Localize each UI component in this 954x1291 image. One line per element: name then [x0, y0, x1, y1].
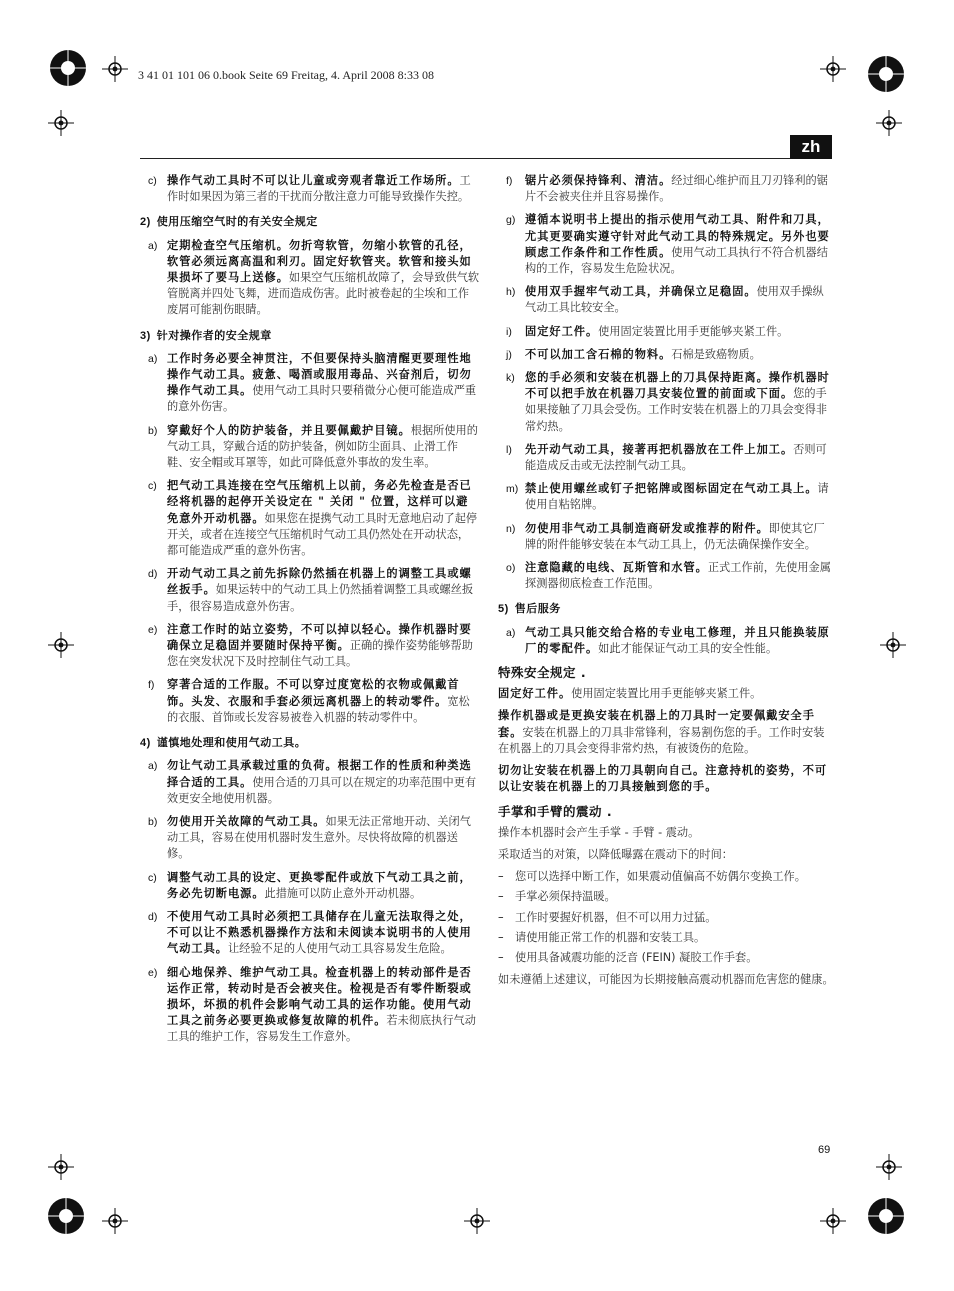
list-item: o) 注意隐藏的电线、瓦斯管和水管。正式工作前，先使用金属探测器彻底检查工作范围。 [506, 561, 831, 591]
list-item: n) 勿使用非气动工具制造商研发或推荐的附件。即使其它厂牌的附件能够安装在本气动工具上，仍无法确保操作安全。 [506, 521, 825, 551]
list-item: e) 注意工作时的站立姿势，不可以掉以轻心。操作机器时要确保立足稳固并要随时保持平衡。正确的操作姿势能够帮助您在突发状况下及时控制住气动工具。 [148, 622, 473, 669]
list-item: e) 细心地保养、维护气动工具。检查机器上的转动部件是否运作正常，转动时是否会被夹住。检视是否有零件断裂或损坏，坏损的机件会影响气动工具的运作功能。使用气动工具之前务必要更换或修复故障的机件。若未彻底执行气动工具的维护工作，容易发生工作意外。 [148, 965, 476, 1044]
section-heading: 4) 谨慎地处理和使用气动工具。 [140, 736, 307, 750]
crosshair-icon [820, 1208, 846, 1234]
list-item: – 您可以选择中断工作，如果震动值偏高不妨偶尔变换工作。 [498, 870, 806, 884]
registration-mark-icon [866, 54, 906, 94]
crosshair-icon [102, 56, 128, 82]
list-item: i) 固定好工件。使用固定装置比用手更能够夹紧工件。 [506, 324, 789, 338]
registration-mark-icon [866, 1196, 906, 1236]
crosshair-icon [876, 110, 902, 136]
list-item: – 工作时要握好机器，但不可以用力过猛。 [498, 910, 717, 924]
list-item: b) 穿戴好个人的防护装备，并且要佩戴护目镜。根据所使用的气动工具，穿戴合适的防护装备，例如防尘面具、止滑工作鞋、安全帽或耳罩等，如此可降低意外事故的发生率。 [148, 423, 478, 470]
right-column [498, 173, 834, 994]
list-item: c) 调整气动工具的设定、更换零配件或放下气动工具之前，务必先切断电源。此措施可以防止意外开动机器。 [148, 870, 472, 900]
list-item: d) 开动气动工具之前先拆除仍然插在机器上的调整工具或螺丝扳手。如果运转中的气动工具上仍然插着调整工具或螺丝扳手，很容易造成意外伤害。 [148, 567, 474, 613]
left-column [140, 173, 480, 1053]
paragraph: 如未遵循上述建议，可能因为长期接触高震动机器而危害您的健康。 [498, 973, 834, 987]
crosshair-icon [880, 632, 906, 658]
crosshair-icon [464, 1208, 490, 1234]
list-item: – 手掌必须保持温暖。 [498, 890, 616, 904]
list-item: l) 先开动气动工具，接著再把机器放在工件上加工。否则可能造成反击或无法控制气动工具。 [506, 442, 827, 473]
paragraph: 操作机器或是更换安装在机器上的刀具时一定要佩戴安全手套。安装在机器上的刀具非常锋利，容易割伤您的手。工作时安装在机器上的刀具会变得非常灼热，有被烫伤的危险。 [498, 709, 825, 755]
language-tab: zh [790, 135, 832, 159]
paragraph: 切勿让安装在机器上的刀具朝向自己。注意持机的姿势，不可以让安装在机器上的刀具接触到您的手。 [498, 764, 828, 794]
crosshair-icon [48, 632, 74, 658]
registration-mark-icon [48, 48, 88, 88]
list-item: b) 勿使用开关故障的气动工具。如果无法正常地开动、关闭气动工具，容易在使用机器时发生意外。尽快将故障的机器送修。 [148, 814, 471, 861]
section-heading: 3) 针对操作者的安全规章 [140, 328, 272, 342]
crosshair-icon [876, 1154, 902, 1180]
list-item: a) 气动工具只能交给合格的专业电工修理，并且只能换装原厂的零配件。如此才能保证气动工具的安全性能。 [506, 625, 830, 655]
list-item: h) 使用双手握牢气动工具，并确保立足稳固。使用双手操纵气动工具比较安全。 [506, 285, 824, 315]
vibration-heading: 手掌和手臂的震动 . [498, 803, 613, 819]
crosshair-icon [102, 1208, 128, 1234]
list-item: c) 操作气动工具时不可以让儿童或旁观者靠近工作场所。工作时如果因为第三者的干扰而分散注意力可能导致操作失控。 [148, 174, 471, 204]
list-item: f) 穿著合适的工作服。不可以穿过度宽松的衣物或佩戴首饰。头发、衣服和手套必须远离机器上的转动零件。宽松的衣服、首饰或长发容易被卷入机器的转动零件中。 [148, 678, 470, 724]
special-rules-heading: 特殊安全规定 . [498, 665, 587, 681]
paragraph: 操作本机器时会产生手掌 - 手臂 - 震动。 [498, 825, 700, 839]
page-number: 69 [818, 1144, 831, 1156]
crosshair-icon [820, 56, 846, 82]
paragraph: 采取适当的对策，以降低曝露在震动下的时间： [498, 847, 733, 861]
list-item: d) 不使用气动工具时必须把工具储存在儿童无法取得之处，不可以让不熟悉机器操作方法和未阅读本说明书的人使用气动工具。让经验不足的人使用气动工具容易发生危险。 [148, 909, 472, 956]
registration-mark-icon [46, 1196, 86, 1236]
section-heading: 2) 使用压缩空气时的有关安全规定 [140, 215, 318, 229]
list-item: k) 您的手必须和安装在机器上的刀具保持距离。操作机器时不可以把手放在机器刀具安装位置的前面或下面。您的手如果接触了刀具会受伤。工作时安装在机器上的刀具会变得非常灼热。 [506, 371, 830, 433]
list-item: j) 不可以加工含石棉的物料。石棉是致癌物质。 [506, 347, 761, 361]
list-item: f) 锯片必须保持锋利、清洁。经过细心维护而且刀刃锋利的锯片不会被夹住并且容易操作。 [506, 174, 828, 204]
crosshair-icon [48, 1154, 74, 1180]
paragraph: 固定好工件。使用固定装置比用手更能够夹紧工件。 [498, 687, 762, 701]
list-item: a) 勿让气动工具承载过重的负荷。根据工作的性质和种类选择合适的工具。使用合适的刀具可以在规定的功率范围中更有效更安全地使用机器。 [148, 759, 477, 805]
section-heading: 5) 售后服务 [498, 602, 561, 616]
list-item: g) 遵循本说明书上提出的指示使用气动工具、附件和刀具，尤其更要确实遵守针对此气动工具的特殊规定。另外也要顾虑工作条件和工作性质。使用气动工具执行不符合机器结构的工作，容易发生危险状况。 [506, 213, 830, 276]
list-item: c) 把气动工具连接在空气压缩机上以前，务必先检查是否已经将机器的起停开关设定在 " 关闭 " 位置，这样可以避免意外开动机器。如果您在提携气动工具时无意地启动了起停开关，或者在连接空气压缩机时气动工具仍然处在开动状态，都可能造成严重的意外伤害。 [148, 479, 478, 558]
list-item: a) 定期检查空气压缩机。勿折弯软管，勿缩小软管的孔径，软管必须远离高温和利刃。固定好软管夹。软管和接头如果损坏了要马上送修。如果空气压缩机故障了，会导致供气软管脱离并四处飞舞，进而造成伤害。此时被卷起的尘埃和工作废屑可能割伤眼睛。 [148, 238, 480, 317]
print-info: 3 41 01 101 06 0.book Seite 69 Freitag, 4. April 2008 8:33 08 [138, 68, 434, 82]
list-item: – 请使用能正常工作的机器和安装工具。 [498, 930, 706, 944]
crosshair-icon [48, 110, 74, 136]
header-rule [140, 158, 830, 159]
list-item: m) 禁止使用螺丝或钉子把铭牌或图标固定在气动工具上。请使用自粘铭牌。 [506, 482, 829, 512]
list-item: – 使用具备减震功能的泛音 (FEIN) 凝胶工作手套。 [498, 950, 758, 964]
list-item: a) 工作时务必要全神贯注，不但要保持头脑清醒更要理性地操作气动工具。疲惫、喝酒或服用毒品、兴奋剂后，切勿操作气动工具。使用气动工具时只要稍微分心便可能造成严重的意外伤害。 [148, 351, 477, 414]
